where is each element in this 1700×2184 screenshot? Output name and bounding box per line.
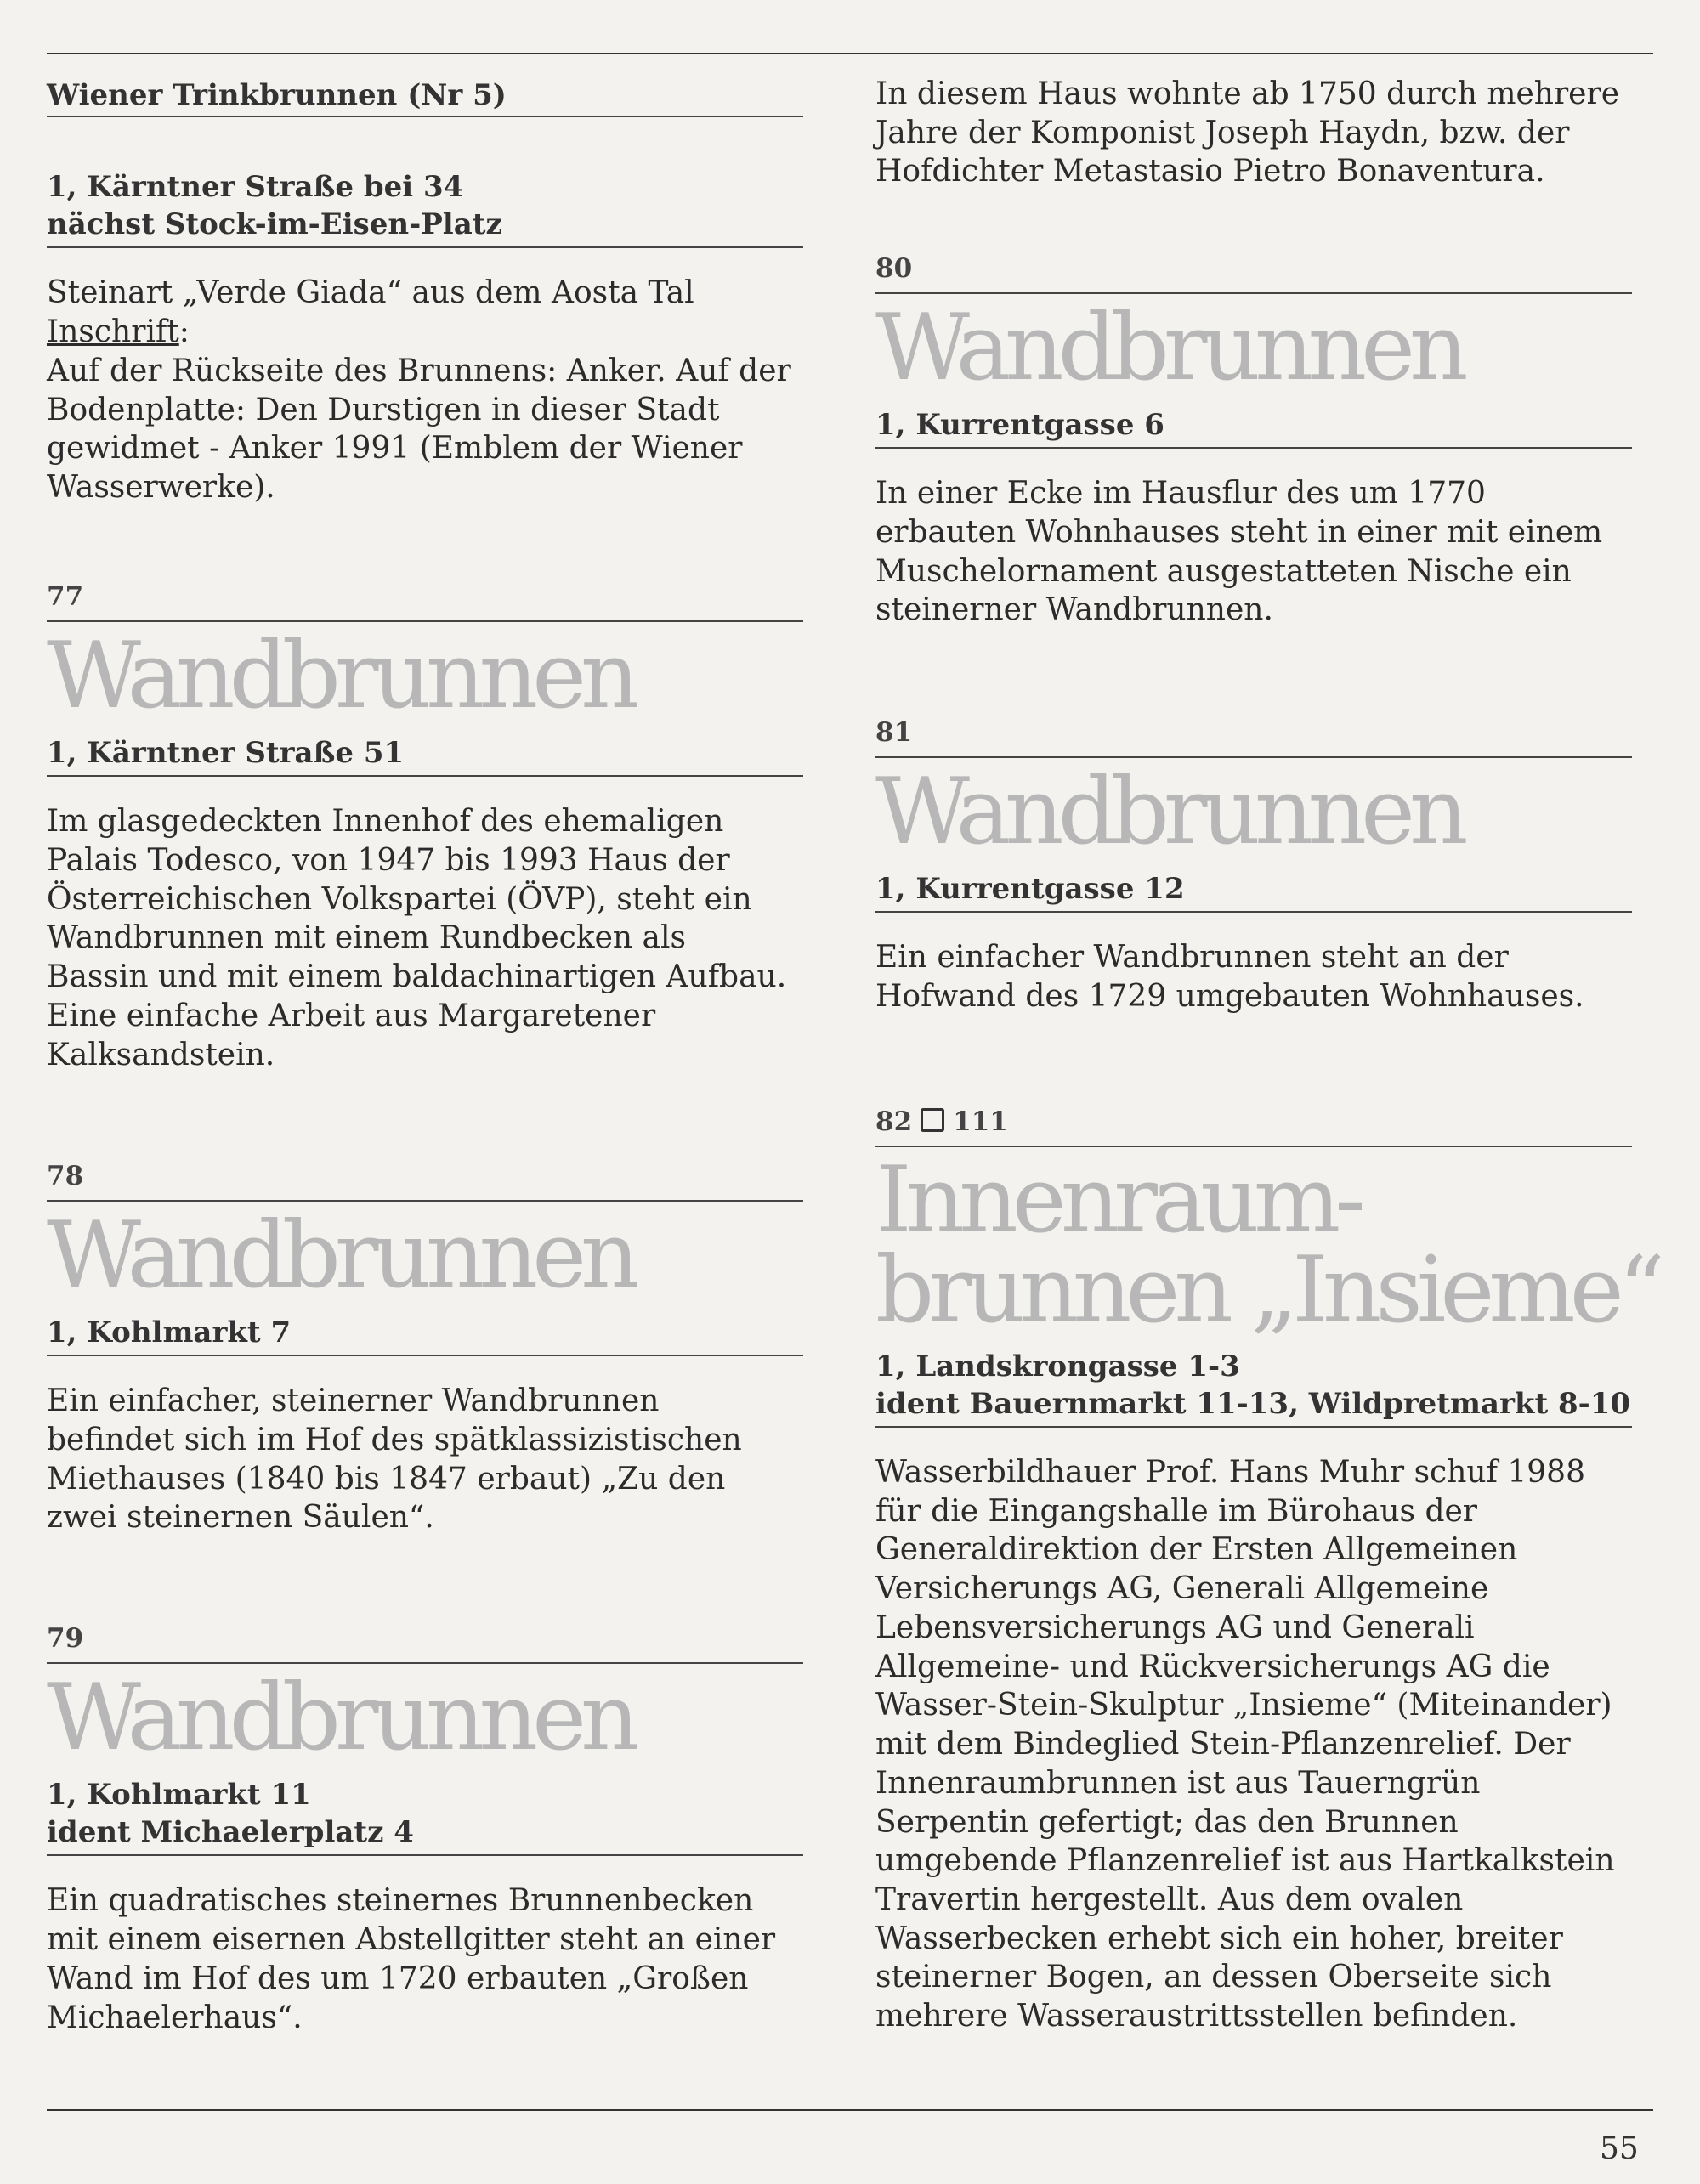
entry-heading: Wandbrunnen bbox=[47, 1202, 634, 1309]
address-line-2: nächst Stock-im-Eisen-Platz bbox=[47, 207, 502, 242]
entry-number: 77 bbox=[47, 581, 803, 622]
entry-heading: Wandbrunnen bbox=[47, 623, 634, 729]
entry-address: 1, Kärntner Straße 51 bbox=[47, 734, 803, 777]
entry-body: Im glasgedeckten Innenhof des ehemaligen Palais Todesco, von 1947 bis 1993 Haus der Österreichischen Volkspartei (ÖVP), steht ein Wandbrunnen mit einem Rundbecken als Bassin und mit einem baldachinartigen Aufbau. Eine einfache Arbeit aus Margaretener Kalksandstein. bbox=[47, 804, 787, 1072]
address-line-1: 1, Landskrongasse 1-3 bbox=[876, 1349, 1240, 1383]
entry-address bbox=[47, 168, 803, 248]
inscription-colon: : bbox=[178, 314, 190, 350]
entry-body: Ein einfacher Wandbrunnen steht an der Hofwand des 1729 umgebauten Wohnhauses. bbox=[876, 940, 1584, 1014]
bottom-rule bbox=[47, 2109, 1653, 2111]
heading-line-2: brunnen „Insieme“ bbox=[876, 1236, 1659, 1344]
entry-number-line bbox=[876, 1106, 1632, 1147]
entry-77 bbox=[47, 581, 803, 1074]
entry-address: 1, Kohlmarkt 7 bbox=[47, 1314, 803, 1356]
entry-address: 1, Kurrentgasse 12 bbox=[876, 870, 1632, 913]
entry-number: 80 bbox=[876, 253, 1632, 294]
entry-body: Ein quadratisches steinernes Brunnenbecken mit einem eisernen Abstellgitter steht an einer Wand im Hof des um 1720 erbauten „Großen Michaelerhaus“. bbox=[47, 1883, 776, 2035]
box-reference-icon bbox=[921, 1108, 944, 1132]
entry-address bbox=[876, 1348, 1632, 1428]
entry-body: In einer Ecke im Hausflur des um 1770 erbauten Wohnhauses steht in einer mit einem Muschelornament ausgestatteten Nische ein steinerner Wandbrunnen. bbox=[876, 476, 1603, 628]
address-line-1: 1, Kohlmarkt 11 bbox=[47, 1778, 311, 1812]
body-line-2: Auf der Rückseite des Brunnens: Anker. Auf der Bodenplatte: Den Durstigen in dieser Stadt gewidmet - Anker 1991 (Emblem der Wiener Wasserwerke). bbox=[47, 353, 791, 505]
heading-line-1: Innenraum- bbox=[876, 1147, 1360, 1253]
top-rule bbox=[47, 53, 1653, 54]
entry-address: 1, Kurrentgasse 6 bbox=[876, 406, 1632, 449]
entry-body: Ein einfacher, steinerner Wandbrunnen befindet sich im Hof des spätklassizistischen Miethauses (1840 bis 1847 erbaut) „Zu den zwei steinernen Säulen“. bbox=[47, 1383, 742, 1536]
entry-81 bbox=[876, 717, 1632, 1016]
entry-number: 82 bbox=[876, 1106, 913, 1137]
entry-heading: Wandbrunnen bbox=[47, 1665, 634, 1771]
body-line-1: Steinart „Verde Giada“ aus dem Aosta Tal bbox=[47, 275, 694, 311]
inscription-label: Inschrift bbox=[47, 314, 179, 350]
page-number: 55 bbox=[1600, 2131, 1639, 2166]
inscription-label-line bbox=[47, 313, 795, 352]
entry-82 bbox=[876, 1106, 1659, 2036]
entry-heading: Wandbrunnen bbox=[876, 759, 1463, 865]
address-line-1: 1, Kärntner Straße bei 34 bbox=[47, 170, 464, 204]
entry-80 bbox=[876, 253, 1632, 630]
entry-heading bbox=[876, 1147, 1659, 1344]
continued-body: In diesem Haus wohnte ab 1750 durch mehrere Jahre der Komponist Joseph Haydn, bzw. der Hofdichter Metastasio Pietro Bonaventura. bbox=[876, 76, 1620, 190]
continued-text bbox=[876, 75, 1632, 191]
entry-body bbox=[47, 274, 795, 506]
entry-number: 78 bbox=[47, 1161, 803, 1202]
address-line-2: ident Bauernmarkt 11-13, Wildpretmarkt 8-10 bbox=[876, 1386, 1631, 1421]
entry-number: 81 bbox=[876, 717, 1632, 758]
entry-78 bbox=[47, 1161, 803, 1537]
address-line-2: ident Michaelerplatz 4 bbox=[47, 1815, 414, 1850]
entry-number: 79 bbox=[47, 1623, 803, 1664]
entry-address bbox=[47, 1776, 803, 1856]
entry-trinkbrunnen bbox=[47, 78, 803, 507]
entry-79 bbox=[47, 1623, 803, 2037]
entry-title: Wiener Trinkbrunnen (Nr 5) bbox=[47, 78, 803, 117]
entry-heading: Wandbrunnen bbox=[876, 295, 1463, 401]
entry-body: Wasserbildhauer Prof. Hans Muhr schuf 1988 für die Eingangshalle im Bürohaus der Generaldirektion der Ersten Allgemeinen Versicherungs AG, Generali Allgemeine Lebensversicherungs AG und Generali Allgemeine- und Rückversicherungs AG die Wasser-Stein-Skulptur „Insieme“ (Miteinander) mit dem Bindeglied Stein-Pflanzenrelief. Der Innenraumbrunnen ist aus Tauerngrün Serpentin gefertigt; das den Brunnen umgebende Pflanzenrelief ist aus Hartkalkstein Travertin hergestellt. Aus dem ovalen Wasserbecken erhebt sich ein hoher, breiter steinerner Bogen, an dessen Oberseite sich mehrere Wasseraustrittsstellen befinden. bbox=[876, 1455, 1615, 2034]
reference-number: 111 bbox=[953, 1106, 1008, 1137]
